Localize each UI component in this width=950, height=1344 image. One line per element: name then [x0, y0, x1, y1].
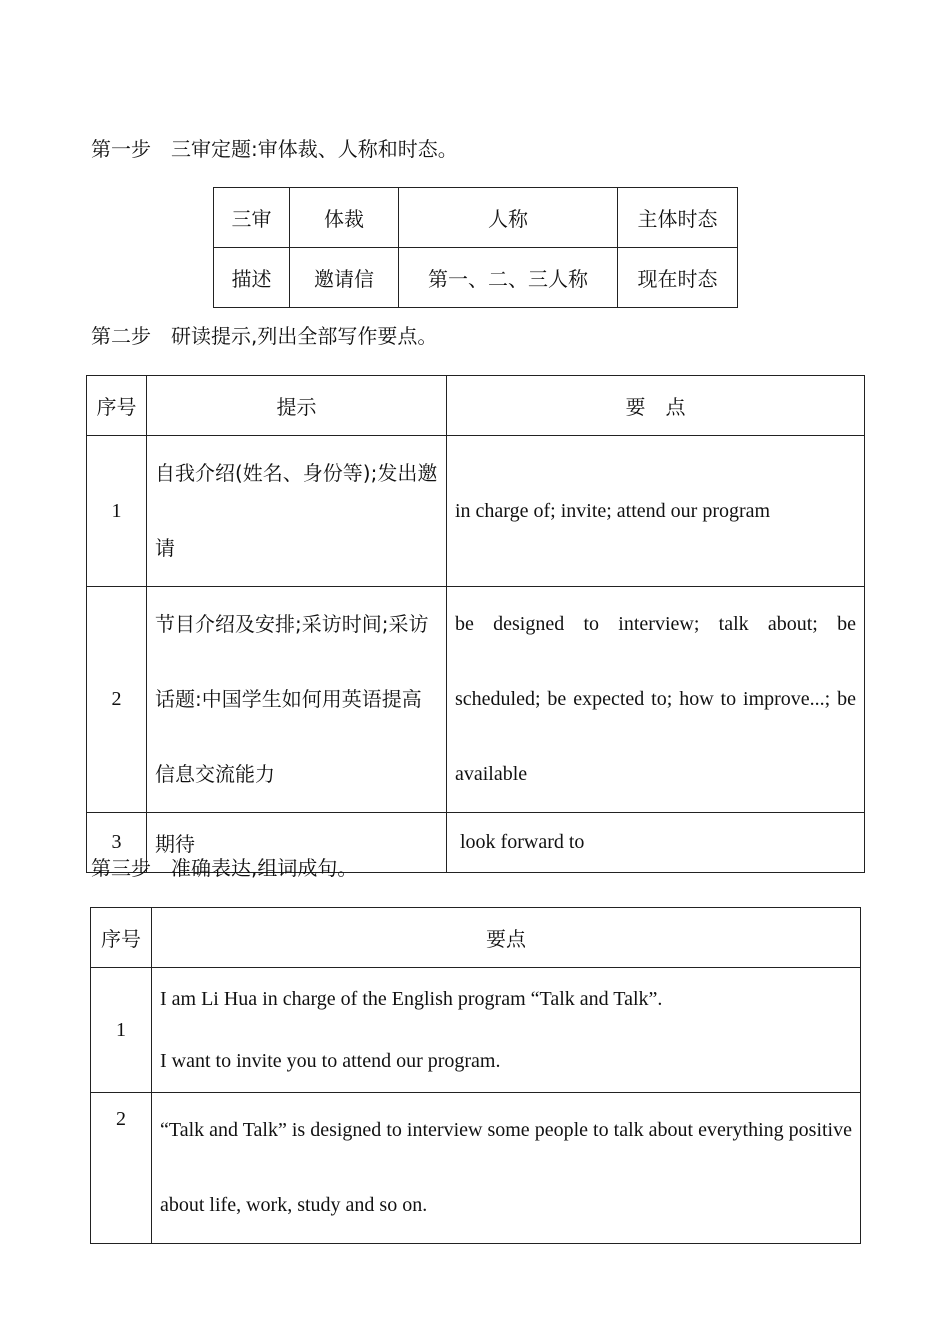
- table-row: [91, 968, 861, 1093]
- table-header-num: 序号: [91, 908, 152, 968]
- table-row: [87, 587, 865, 813]
- step3-table: [90, 907, 861, 1244]
- points-cell: in charge of; invite; attend our program: [447, 436, 865, 587]
- table-cell: 邀请信: [290, 248, 399, 308]
- table-cell: 人称: [399, 188, 618, 248]
- table-header-points: 要点: [152, 908, 861, 968]
- table-header-points: 要 点: [447, 376, 865, 436]
- row-number: 1: [91, 968, 152, 1093]
- row-number: 1: [87, 436, 147, 587]
- table-row: [87, 376, 865, 436]
- row-number: 2: [91, 1093, 152, 1244]
- table-cell: 体裁: [290, 188, 399, 248]
- table-cell: 第一、二、三人称: [399, 248, 618, 308]
- table-cell: 主体时态: [618, 188, 738, 248]
- sentence-line: I want to invite you to attend our program.: [160, 1050, 501, 1072]
- table-row: [214, 188, 738, 248]
- sentence-cell: “Talk and Talk” is designed to interview some people to talk about everything positive about life, work, study and so on.: [152, 1093, 861, 1244]
- sentence-cell: [152, 968, 861, 1093]
- hint-cell: 期待: [147, 813, 447, 873]
- table-cell: 现在时态: [618, 248, 738, 308]
- table-row: [214, 248, 738, 308]
- row-number: 3: [87, 813, 147, 873]
- points-cell: look forward to: [447, 813, 865, 873]
- table-cell: 三审: [214, 188, 290, 248]
- points-cell: be designed to interview; talk about; be scheduled; be expected to; how to improve...; be available: [447, 587, 865, 813]
- table-header-hint: 提示: [147, 376, 447, 436]
- table-row: [87, 436, 865, 587]
- table-row: [91, 908, 861, 968]
- row-number: 2: [87, 587, 147, 813]
- step3-heading: 第三步 准确表达,组词成句。: [91, 856, 358, 880]
- step1-heading: 第一步 三审定题:审体裁、人称和时态。: [91, 137, 458, 161]
- step1-table: [213, 187, 738, 308]
- sentence-line: I am Li Hua in charge of the English program “Talk and Talk”.: [160, 988, 663, 1010]
- table-row: [91, 1093, 861, 1244]
- step2-heading: 第二步 研读提示,列出全部写作要点。: [91, 324, 438, 348]
- table-cell: 描述: [214, 248, 290, 308]
- hint-cell: 自我介绍(姓名、身份等);发出邀请: [147, 436, 447, 587]
- hint-cell: 节目介绍及安排;采访时间;采访话题:中国学生如何用英语提高信息交流能力: [147, 587, 447, 813]
- table-header-num: 序号: [87, 376, 147, 436]
- step2-table: [86, 375, 865, 873]
